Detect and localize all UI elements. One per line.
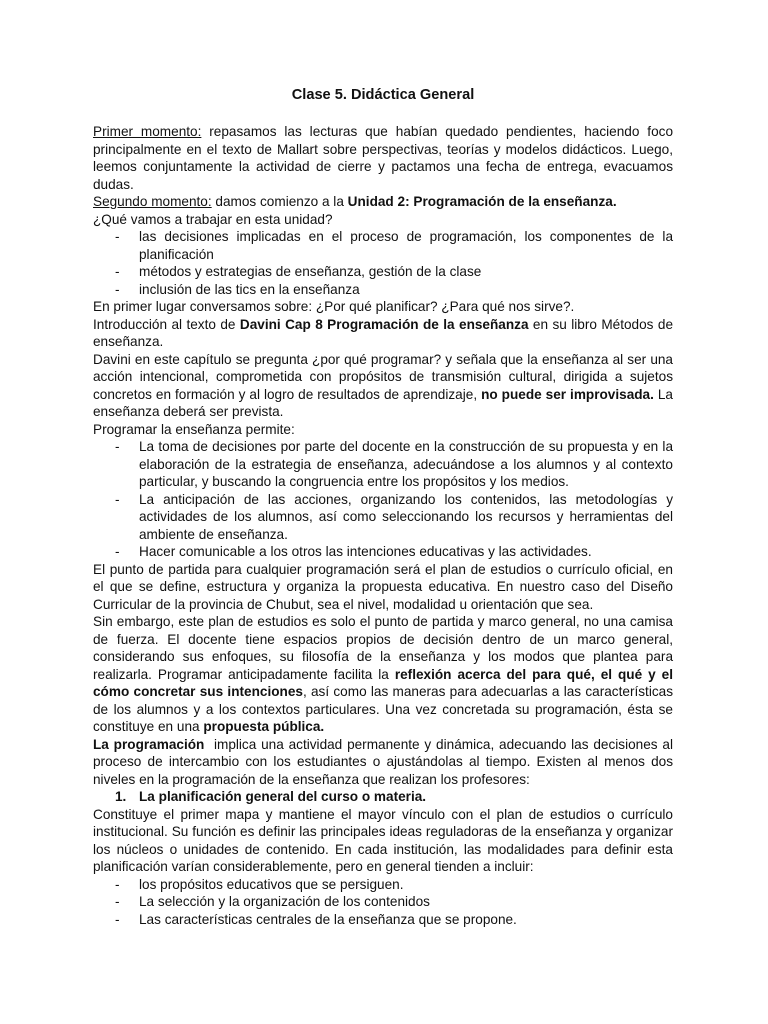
sin-embargo-mid: , así como las maneras para adecuarlas a las características de los alumnos y a los contextos particulares. Una vez concretada su programación, ésta se constituye en una	[93, 684, 673, 734]
primer-momento-text: repasamos las lecturas que habían quedado pendientes, haciendo foco principalmente en el texto de Mallart sobre perspectivas, teorías y modelos didácticos. Luego, leemos conjuntamente la actividad de cierre y pactamos una fecha de entrega, evacuamos dudas.	[93, 124, 673, 192]
propuesta-publica-emphasis: propuesta pública.	[203, 719, 325, 734]
paragraph-primer-momento	[93, 123, 673, 193]
document-title: Clase 5. Didáctica General	[291, 87, 475, 103]
paragraph-segundo-momento	[93, 193, 673, 211]
paragraph-constituye: Constituye el primer mapa y mantiene el mayor vínculo con el plan de estudios o currículo institucional. Su función es definir las principales ideas reguladoras de la enseñanza y organizar los núcleos o unidades de contenido. En cada institución, las modalidades para definir esta planificación varían considerablemente, pero en general tienden a incluir:	[93, 806, 673, 874]
list-item: - La toma de decisiones por parte del docente en la construcción de su propuesta y en la elaboración de la estrategia de enseñanza, adecuándose a los alumnos y al contexto particular, y buscando la congruencia entre los propósitos y los medios.	[93, 438, 673, 491]
list-item: - La anticipación de las acciones, organizando los contenidos, las metodologías y actividades de los alumnos, así como seleccionando los recursos y herramientas del ambiente de enseñanza.	[93, 491, 673, 544]
document-body	[93, 86, 677, 928]
davini-intro-post: en su libro Métodos de enseñanza.	[93, 316, 674, 349]
numbered-heading-1	[93, 788, 673, 806]
reflexion-emphasis: reflexión acerca del para qué, el qué y el cómo concretar sus intenciones	[93, 666, 673, 699]
list-item: - Hacer comunicable a los otros las intenciones educativas y las actividades.	[93, 543, 673, 561]
la-programacion-label: La programación	[93, 736, 205, 752]
planificacion-includes-list	[93, 876, 673, 929]
numbered-heading-text: La planificación general del curso o materia.	[139, 789, 427, 804]
programar-benefits-list	[93, 438, 673, 561]
paragraph-la-programacion	[93, 736, 677, 789]
davini-intro-pre: Introducción al texto de	[93, 316, 240, 332]
davini-question-pre: Davini en este capítulo se pregunta ¿por qué programar? y señala que la enseñanza al ser una acción intencional, comprometida con propósitos de transmisión cultural, dirigida a sujetos concretos en formación y al logro de resultados de aprendizaje,	[93, 351, 673, 402]
list-item: - métodos y estrategias de enseñanza, gestión de la clase	[93, 263, 673, 281]
list-item: - Las características centrales de la enseñanza que se propone.	[93, 911, 673, 929]
paragraph-question: ¿Qué vamos a trabajar en esta unidad?	[93, 211, 333, 227]
list-item: - inclusión de las tics en la enseñanza	[93, 281, 673, 299]
list-item: - las decisiones implicadas en el proceso de programación, los componentes de la planificación	[93, 228, 673, 263]
segundo-momento-label: Segundo momento:	[93, 194, 212, 209]
davini-question-post: La enseñanza deberá ser prevista.	[93, 386, 673, 419]
sin-embargo-pre: Sin embargo, este plan de estudios es solo el punto de partida y marco general, no una camisa de fuerza. El docente tiene espacios propios de decisión dentro de un marco general, considerando sus enfoques, su filosofía de la enseñanza y los modos que plantea para realizarla. Programar anticipadamente facilita la	[93, 614, 673, 682]
numbered-heading-number: 1.	[115, 789, 127, 804]
davini-reference: Davini Cap 8 Programación de la enseñanza	[239, 316, 529, 332]
paragraph-sin-embargo	[93, 613, 673, 736]
la-programacion-text: implica una actividad permanente y dinámica, adecuando las decisiones al proceso de intercambio con los estudiantes o ajustándolas al tiempo. Existen al menos dos niveles en la programación de la enseñanza que realizan los profesores:	[93, 736, 677, 787]
primer-momento-label: Primer momento:	[93, 124, 202, 139]
unit-topics-list	[93, 228, 673, 298]
unidad-2-title: Unidad 2: Programación de la enseñanza.	[347, 194, 617, 209]
paragraph-why-plan: En primer lugar conversamos sobre: ¿Por qué planificar? ¿Para qué nos sirve?.	[93, 299, 575, 314]
paragraph-punto-de-partida: El punto de partida para cualquier programación será el plan de estudios o currículo oficial, en el que se define, estructura y organiza la propuesta educativa. En nuestro caso del Diseño Curricular de la provincia de Chubut, sea el nivel, modalidad u orientación que sea.	[93, 561, 673, 612]
paragraph-davini-question	[93, 351, 673, 421]
segundo-momento-text: damos comienzo a la	[211, 194, 348, 209]
list-item: - los propósitos educativos que se persiguen.	[93, 876, 673, 894]
paragraph-davini-intro	[93, 316, 673, 351]
list-item: - La selección y la organización de los contenidos	[93, 893, 673, 911]
paragraph-programar-permite: Programar la enseñanza permite:	[93, 421, 295, 437]
no-improvisada-emphasis: no puede ser improvisada.	[481, 386, 654, 402]
